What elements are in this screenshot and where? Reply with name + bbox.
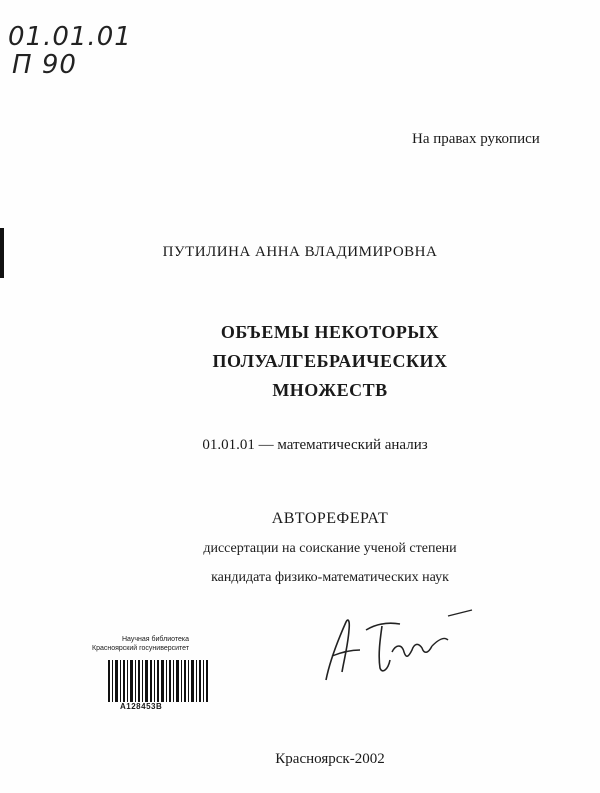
specialty-code: 01.01.01 — математический анализ (202, 437, 428, 453)
degree-purpose-line-1: диссертации на соискание ученой степени (203, 541, 457, 556)
thesis-title-line-3: МНОЖЕСТВ (272, 380, 388, 400)
barcode-icon (106, 660, 210, 702)
library-stamp-university: Красноярский госуниверситет (92, 645, 190, 652)
degree-purpose-line-2: кандидата физико-математических наук (211, 570, 449, 585)
thesis-title (0, 318, 600, 405)
rights-notice: На правах рукописи (412, 131, 540, 147)
thesis-title-line-2: ПОЛУАЛГЕБРАИЧЕСКИХ (212, 351, 448, 371)
library-stamp-name: Научная библиотека (122, 636, 189, 643)
handwritten-index: П 90 (12, 50, 77, 80)
document-genre: АВТОРЕФЕРАТ (271, 510, 389, 527)
author-name: ПУТИЛИНА АННА ВЛАДИМИРОВНА (162, 244, 438, 260)
thesis-title-line-1: ОБЪЕМЫ НЕКОТОРЫХ (220, 322, 440, 342)
handwritten-code: 01.01.01 (8, 22, 132, 52)
author-signature (308, 600, 478, 690)
city-year: Красноярск-2002 (275, 751, 385, 767)
library-stamp (92, 636, 210, 718)
barcode-number: A128453B (120, 702, 163, 711)
